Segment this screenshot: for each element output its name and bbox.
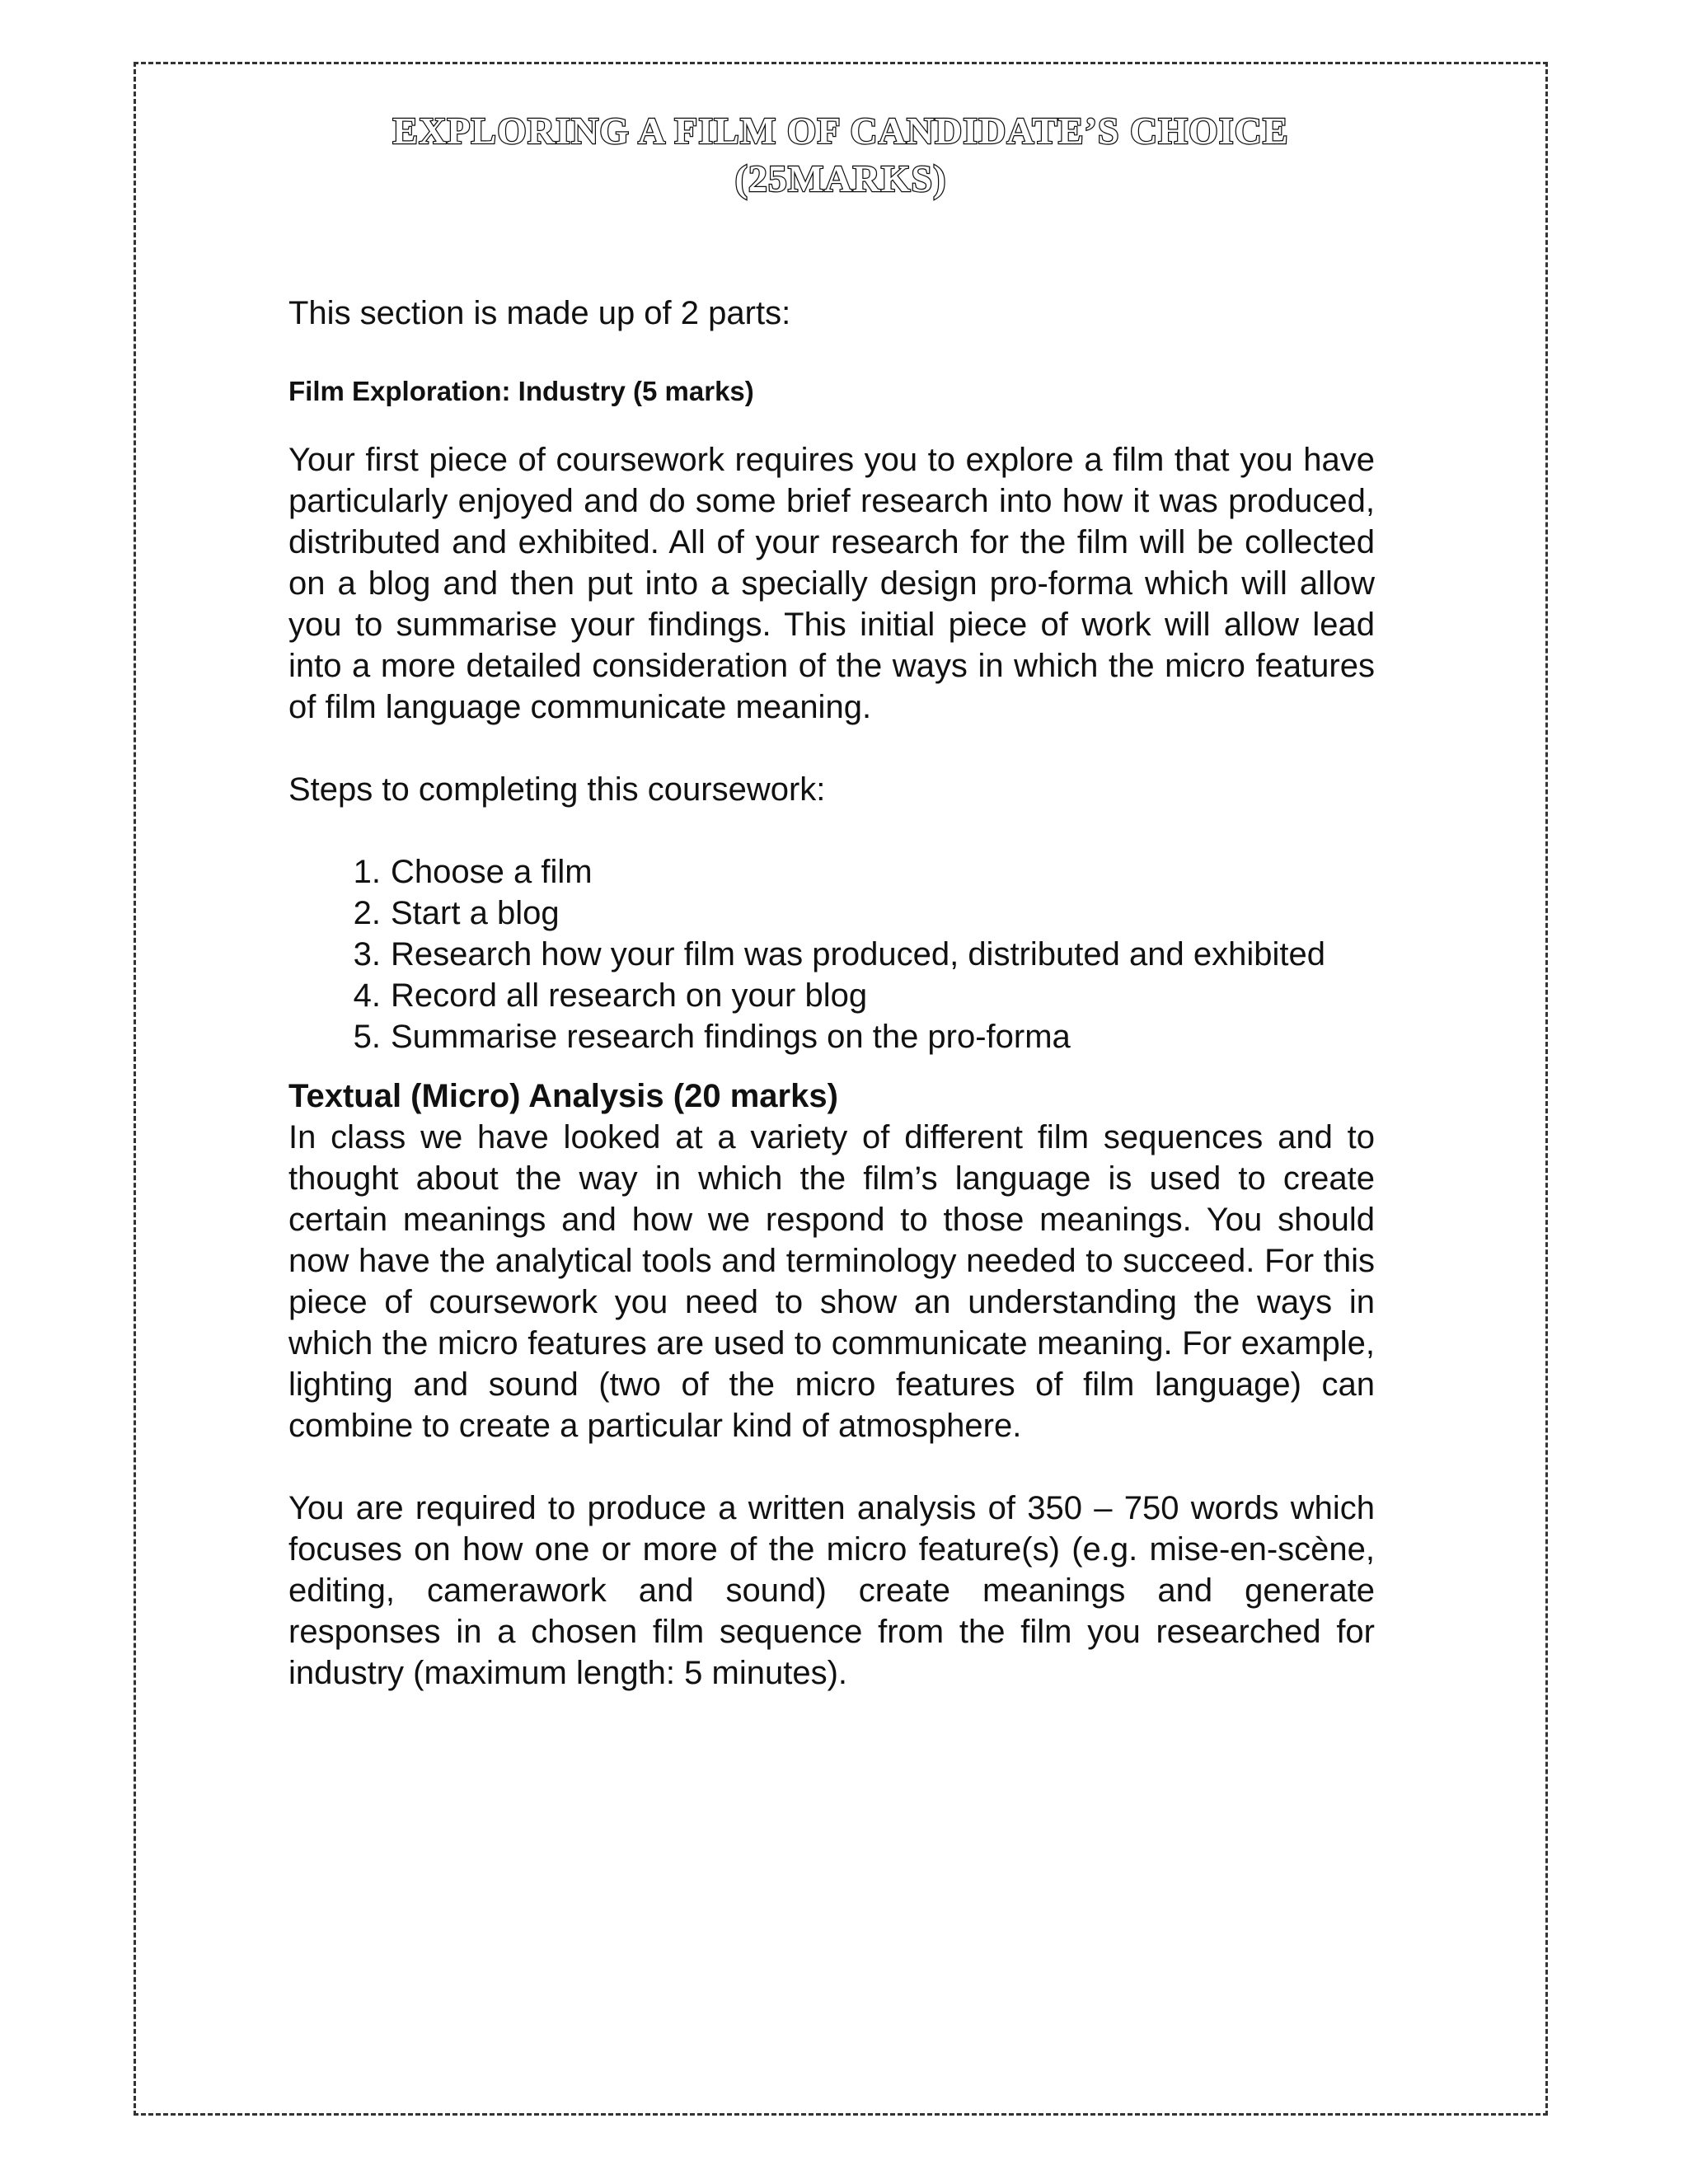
step-text: Research how your film was produced, distributed and exhibited — [391, 936, 1325, 972]
list-item — [288, 975, 1375, 1016]
list-item — [288, 893, 1375, 934]
section1-heading: Film Exploration: Industry (5 marks) — [288, 376, 754, 406]
title-line-2: (25MARKS) — [734, 157, 947, 199]
section2-body-1: In class we have looked at a variety of different film sequences and to thought about the way in which the film’s language is used to create certain meanings and how we respond to those meanings. You should now have the analytical tools and terminology needed to succeed. For this piece of coursework you need to show an understanding the ways in which the micro features are used to communicate meaning. For example, lighting and sound (two of the micro features of film language) can combine to create a particular kind of atmosphere. — [288, 1119, 1375, 1444]
step-text: Summarise research findings on the pro-forma — [391, 1019, 1071, 1055]
section2-body-2: You are required to produce a written analysis of 350 – 750 words which focuses on how one or more of the micro feature(s) (e.g. mise-en-scène, editing, camerawork and sound) create meanings and generate responses in a chosen film sequence from the film you researched for industry (maximum length: 5 minutes). — [288, 1490, 1375, 1691]
step-number: 5. — [353, 1019, 381, 1055]
step-number: 2. — [353, 895, 381, 931]
document-body — [288, 293, 1375, 1694]
step-number: 1. — [353, 854, 381, 890]
document-title — [134, 107, 1548, 203]
intro-text: This section is made up of 2 parts: — [288, 295, 791, 331]
section1-body: Your first piece of coursework requires you to explore a film that you have particularly enjoyed and do some brief research into how it was produced, distributed and exhibited. All of your research for the film will be collected on a blog and then put into a specially design pro-forma which will allow you to summarise your findings. This initial piece of work will allow lead into a more detailed consideration of the ways in which the micro features of film language communicate meaning. — [288, 442, 1375, 725]
steps-intro: Steps to completing this coursework: — [288, 771, 826, 808]
list-item — [288, 934, 1375, 975]
step-text: Record all research on your blog — [391, 977, 868, 1014]
title-line-1: EXPLORING A FILM OF CANDIDATE’S CHOICE — [392, 110, 1289, 152]
list-item — [288, 1016, 1375, 1057]
step-number: 3. — [353, 936, 381, 972]
section2-heading: Textual (Micro) Analysis (20 marks) — [288, 1078, 838, 1114]
step-text: Choose a film — [391, 854, 593, 890]
list-item — [288, 851, 1375, 893]
step-text: Start a blog — [391, 895, 560, 931]
step-number: 4. — [353, 977, 381, 1014]
steps-list — [288, 851, 1375, 1057]
